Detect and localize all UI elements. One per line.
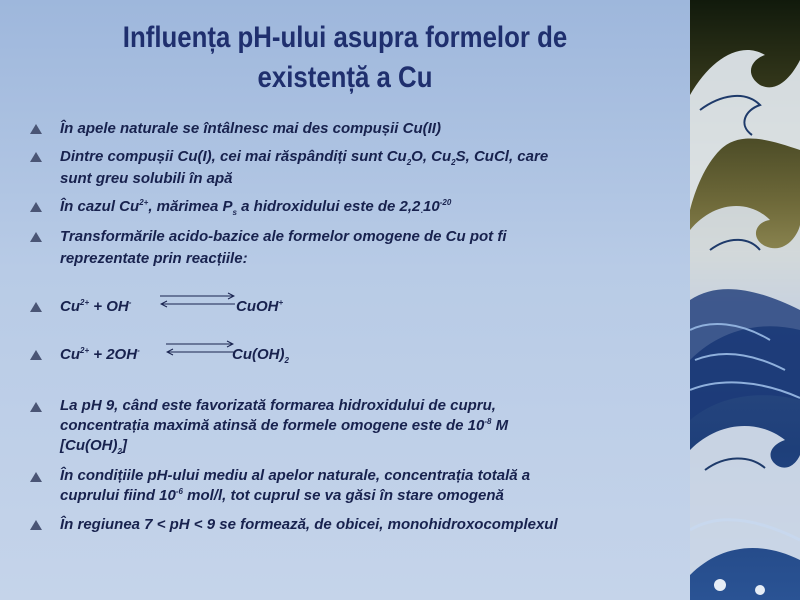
superscript: 2+ — [80, 346, 90, 355]
equilibrium-arrow-icon — [166, 340, 234, 356]
text-span: a hidroxidului este de 2,2 — [236, 198, 421, 215]
superscript: - — [137, 346, 140, 355]
text-span: M — [491, 417, 509, 434]
text-span: Dintre compușii Cu(I), cei mai răspândiți sunt Cu — [60, 148, 407, 165]
text-span: + 2OH — [89, 346, 138, 363]
bullet-marker-icon — [30, 124, 42, 134]
text-span: 10 — [423, 198, 440, 215]
slide-title — [100, 18, 590, 98]
text-span: + OH — [89, 298, 129, 315]
bullet-marker-icon — [30, 302, 42, 312]
text-span: sunt greu solubili în apă — [60, 170, 233, 187]
bullet-marker-icon — [30, 350, 42, 360]
text-span: S, CuCl, care — [455, 148, 549, 165]
text-span: În condițiile pH-ului mediu al apelor naturale, concentrația totală a — [60, 467, 531, 484]
title-line-1: Influența pH-ului asupra formelor de — [122, 21, 568, 54]
reaction-right-side — [232, 344, 352, 366]
text-span: mol/l, tot cuprul se va găsi în stare omogenă — [182, 487, 504, 504]
reaction-right-side — [236, 296, 356, 318]
bullet-text: În apele naturale se întâlnesc mai des compușii Cu(II) — [60, 120, 441, 137]
bullet-marker-icon — [30, 472, 42, 482]
text-span: reprezentate prin reacțiile: — [60, 250, 248, 267]
text-span: În cazul Cu — [60, 198, 140, 215]
text-span: CuOH — [236, 298, 279, 315]
text-span: Transformările acido-bazice ale formelor omogene de Cu pot fi — [60, 228, 507, 245]
bullet-text: În regiunea 7 < pH < 9 se formează, de obicei, monohidroxocomplexul — [60, 516, 558, 533]
bullet-text — [60, 196, 670, 218]
superscript: - — [128, 298, 132, 307]
text-span: O, Cu — [411, 148, 452, 165]
multiplication-dot: · — [420, 208, 424, 217]
superscript: -8 — [484, 417, 492, 426]
wave-decoration-image — [690, 0, 800, 600]
subscript: 2 — [451, 158, 456, 167]
text-span: Cu — [60, 298, 80, 315]
text-span: cuprului fiind 10 — [60, 487, 176, 504]
equilibrium-arrow-icon — [160, 292, 235, 308]
superscript: 2+ — [80, 298, 90, 307]
bullet-text — [60, 226, 670, 270]
subscript: 2 — [406, 158, 412, 167]
bullet-marker-icon — [30, 402, 42, 412]
reaction-left-side — [60, 344, 180, 366]
bullet-marker-icon — [30, 232, 42, 242]
wave-art — [690, 0, 800, 600]
text-span: Cu(OH) — [232, 346, 285, 363]
subscript: 2 — [284, 356, 289, 365]
title-line-2: existență a Cu — [257, 61, 433, 94]
bullet-text — [60, 396, 670, 456]
bullet-marker-icon — [30, 202, 42, 212]
subscript: 2 — [117, 447, 122, 456]
text-span: ] — [121, 437, 127, 454]
superscript: -20 — [439, 198, 452, 207]
text-span: concentrația maximă atinsă de formele omogene este de 10 — [60, 417, 485, 434]
subscript: s — [232, 208, 237, 217]
bullet-text — [60, 146, 670, 190]
bullet-marker-icon — [30, 520, 42, 530]
superscript: -6 — [175, 487, 183, 496]
superscript: 2+ — [139, 198, 149, 207]
text-span: , mărimea P — [148, 198, 233, 215]
bullet-text — [60, 466, 670, 506]
text-span: La pH 9, când este favorizată formarea hidroxidului de cupru, — [60, 397, 496, 414]
text-span: [Cu(OH) — [60, 437, 118, 454]
bullet-marker-icon — [30, 152, 42, 162]
text-span: Cu — [60, 346, 80, 363]
superscript: + — [278, 298, 284, 307]
